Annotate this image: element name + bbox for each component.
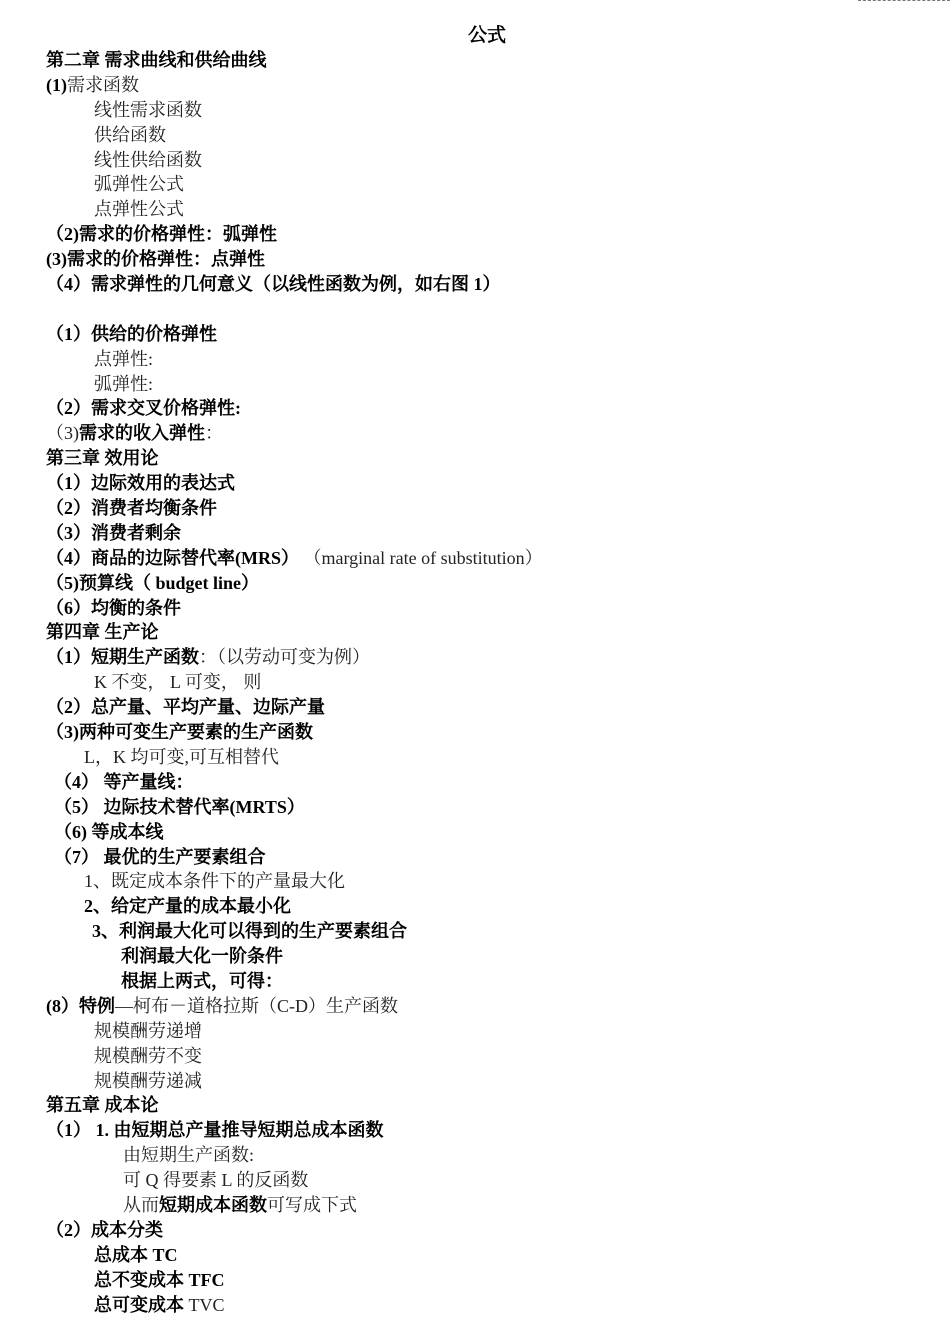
text-segment: （6）均衡的条件 bbox=[46, 597, 181, 618]
text-segment: ：（以劳动可变为例） bbox=[199, 647, 370, 668]
text-line bbox=[0, 820, 950, 845]
text-segment: 弧弹性: bbox=[94, 373, 154, 394]
text-line bbox=[0, 347, 950, 372]
text-segment: 第三章 效用论 bbox=[46, 448, 159, 469]
text-segment: （4）需求弹性的几何意义（以线性函数为例，如右图 1） bbox=[46, 274, 501, 295]
text-line bbox=[0, 745, 950, 770]
text-segment: —柯布－道格拉斯（C-D）生产函数 bbox=[115, 995, 398, 1016]
text-line bbox=[0, 496, 950, 521]
text-line bbox=[0, 620, 950, 645]
text-line bbox=[0, 421, 950, 446]
text-line bbox=[0, 994, 950, 1019]
text-segment: 点弹性: bbox=[94, 348, 154, 369]
text-segment: （2）成本分类 bbox=[46, 1219, 163, 1240]
text-line bbox=[0, 969, 950, 994]
text-segment: 可写成下式 bbox=[267, 1194, 357, 1215]
text-line bbox=[0, 1243, 950, 1268]
text-line bbox=[0, 297, 950, 322]
text-line bbox=[0, 1118, 950, 1143]
text-segment: 规模酬劳递增 bbox=[94, 1020, 202, 1041]
text-segment: 总可变成本 bbox=[94, 1294, 189, 1315]
text-line bbox=[0, 645, 950, 670]
text-segment: L，K 均可变,可互相替代 bbox=[84, 746, 279, 767]
text-line bbox=[0, 1218, 950, 1243]
text-segment: 规模酬劳不变 bbox=[94, 1045, 202, 1066]
text-segment: （3) bbox=[46, 423, 79, 444]
text-segment: （marginal rate of substitution） bbox=[299, 547, 543, 568]
text-segment: （2）消费者均衡条件 bbox=[46, 498, 217, 519]
text-segment: （7） 最优的生产要素组合 bbox=[54, 846, 266, 867]
text-segment: （1） 1. 由短期总产量推导短期总成本函数 bbox=[46, 1120, 384, 1141]
text-segment: （5） 边际技术替代率(MRTS） bbox=[54, 796, 305, 817]
text-segment: （2)需求的价格弹性：弧弹性 bbox=[46, 224, 277, 245]
text-segment: （2）总产量、平均产量、边际产量 bbox=[46, 697, 325, 718]
text-segment: （5)预算线（ budget line） bbox=[46, 572, 260, 593]
text-segment: 需求的收入弹性 bbox=[79, 423, 205, 444]
text-line bbox=[0, 795, 950, 820]
page-corner-dashed-mark bbox=[858, 0, 950, 1]
text-line bbox=[0, 944, 950, 969]
text-line bbox=[0, 471, 950, 496]
text-segment: ： bbox=[205, 423, 223, 444]
text-segment: 供给函数 bbox=[94, 124, 166, 145]
text-line bbox=[0, 272, 950, 297]
text-line bbox=[0, 172, 950, 197]
text-segment: （4） 等产量线： bbox=[54, 771, 194, 792]
text-segment: 1、既定成本条件下的产量最大化 bbox=[84, 871, 345, 892]
text-line bbox=[0, 894, 950, 919]
text-segment: 线性供给函数 bbox=[94, 149, 202, 170]
text-line bbox=[0, 1069, 950, 1094]
text-line bbox=[0, 770, 950, 795]
text-segment: （2）需求交叉价格弹性: bbox=[46, 398, 241, 419]
text-segment: 弧弹性公式 bbox=[94, 174, 184, 195]
text-segment: 从而 bbox=[123, 1194, 159, 1215]
text-segment: 线性需求函数 bbox=[94, 99, 202, 120]
text-segment: 规模酬劳递减 bbox=[94, 1070, 202, 1091]
text-segment: 3、利润最大化可以得到的生产要素组合 bbox=[92, 921, 407, 942]
text-line bbox=[0, 446, 950, 471]
text-segment: 总成本 TC bbox=[94, 1244, 178, 1265]
text-line bbox=[0, 148, 950, 173]
text-segment: (3)需求的价格弹性：点弹性 bbox=[46, 249, 265, 270]
text-line bbox=[0, 670, 950, 695]
text-segment: 需求函数 bbox=[67, 74, 139, 95]
text-segment: 第五章 成本论 bbox=[46, 1095, 159, 1116]
text-segment: （1）边际效用的表达式 bbox=[46, 473, 235, 494]
text-line bbox=[0, 1193, 950, 1218]
text-segment: （3)两种可变生产要素的生产函数 bbox=[46, 722, 313, 743]
text-segment: 点弹性公式 bbox=[94, 199, 184, 220]
text-line bbox=[0, 197, 950, 222]
text-line bbox=[0, 869, 950, 894]
text-line bbox=[0, 1268, 950, 1293]
text-segment: 利润最大化一阶条件 bbox=[121, 946, 283, 967]
text-line bbox=[0, 1093, 950, 1118]
text-line bbox=[0, 596, 950, 621]
text-segment: （4）商品的边际替代率(MRS） bbox=[46, 547, 299, 568]
document-body bbox=[0, 48, 950, 1317]
text-segment: 短期成本函数 bbox=[159, 1194, 267, 1215]
text-segment: 总不变成本 TFC bbox=[94, 1269, 225, 1290]
text-segment: 第二章 需求曲线和供给曲线 bbox=[46, 50, 267, 70]
text-segment: （1）短期生产函数 bbox=[46, 647, 199, 668]
text-line bbox=[0, 1143, 950, 1168]
text-segment: 由短期生产函数: bbox=[123, 1145, 255, 1166]
text-line bbox=[0, 546, 950, 571]
text-line bbox=[0, 1044, 950, 1069]
text-segment: TVC bbox=[188, 1294, 225, 1315]
text-line bbox=[0, 123, 950, 148]
text-line bbox=[0, 48, 950, 73]
text-line bbox=[0, 1293, 950, 1318]
text-segment: 根据上两式，可得： bbox=[121, 970, 283, 991]
text-line bbox=[0, 372, 950, 397]
text-line bbox=[0, 98, 950, 123]
text-line bbox=[0, 521, 950, 546]
text-segment: 2、给定产量的成本最小化 bbox=[84, 896, 291, 917]
text-line bbox=[0, 720, 950, 745]
text-line bbox=[0, 845, 950, 870]
page-title: 公式 bbox=[467, 25, 506, 46]
text-line bbox=[0, 571, 950, 596]
text-segment: K 不变， L 可变， 则 bbox=[94, 672, 262, 693]
text-segment: （6) 等成本线 bbox=[54, 821, 164, 842]
text-segment: (1) bbox=[46, 74, 67, 95]
text-segment: (8）特例 bbox=[46, 995, 115, 1016]
text-line bbox=[0, 247, 950, 272]
text-segment: （3）消费者剩余 bbox=[46, 522, 181, 543]
text-line bbox=[0, 73, 950, 98]
text-line bbox=[0, 222, 950, 247]
text-line bbox=[0, 695, 950, 720]
text-segment: 第四章 生产论 bbox=[46, 622, 159, 643]
text-line bbox=[0, 919, 950, 944]
text-line bbox=[0, 1019, 950, 1044]
text-line bbox=[0, 396, 950, 421]
text-segment: （1）供给的价格弹性 bbox=[46, 323, 217, 344]
text-segment: 可 Q 得要素 L 的反函数 bbox=[123, 1170, 309, 1191]
text-line bbox=[0, 1168, 950, 1193]
text-line bbox=[0, 322, 950, 347]
